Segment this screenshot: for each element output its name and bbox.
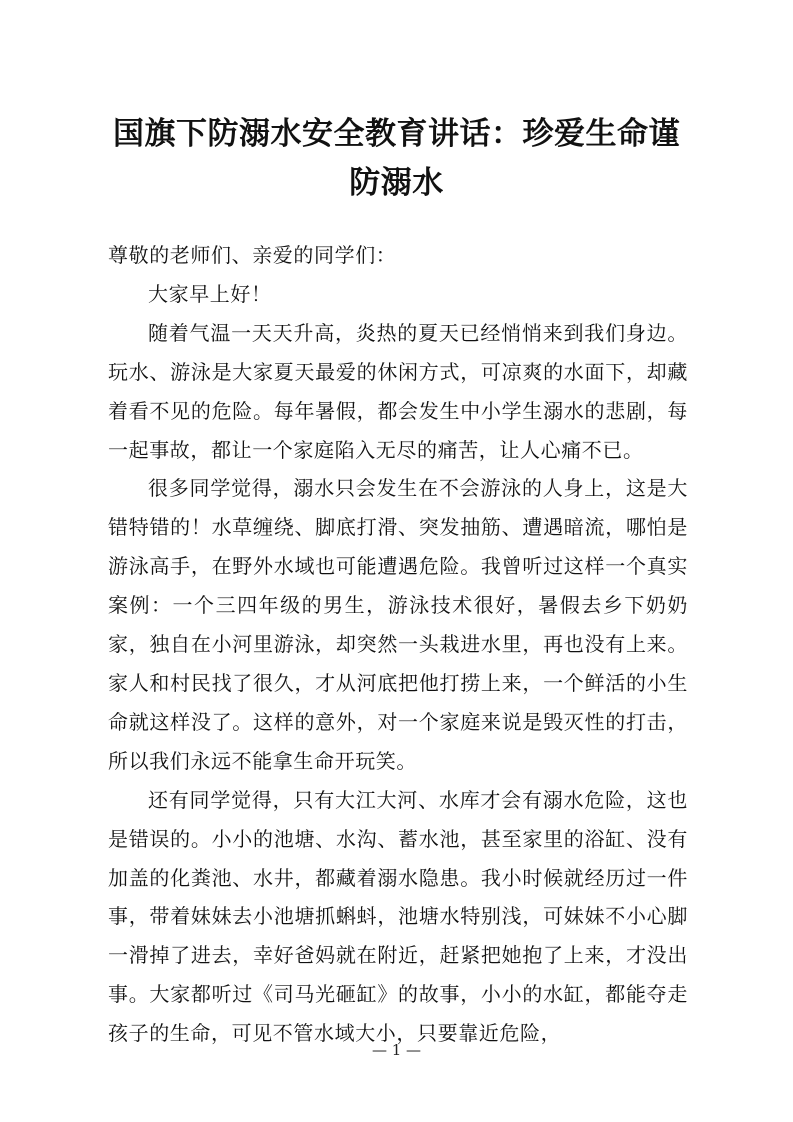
paragraph-intro: 随着气温一天天升高，炎热的夏天已经悄悄来到我们身边。玩水、游泳是大家夏天最爱的休闲方式，可凉爽的水面下，却藏着看不见的危险。每年暑假，都会发生中小学生溺水的悲剧，每一起事故，都让一个家庭陷入无尽的痛苦，让人心痛不已。 xyxy=(108,320,688,462)
paragraph-case-example: 很多同学觉得，溺水只会发生在不会游泳的人身上，这是大错特错的！水草缠绕、脚底打滑、突发抽筋、遭遇暗流，哪怕是游泳高手，在野外水域也可能遭遇危险。我曾听过这样一个真实案例：一个三四年级的男生，游泳技术很好，暑假去乡下奶奶家，独自在小河里游泳，却突然一头栽进水里，再也没有上来。家人和村民找了很久，才从河底把他打捞上来，一个鲜活的小生命就这样没了。这样的意外，对一个家庭来说是毁灭性的打击，所以我们永远不能拿生命开玩笑。 xyxy=(108,476,688,773)
page-number: — 1 — xyxy=(371,1041,422,1059)
document-title: 国旗下防溺水安全教育讲话：珍爱生命谨防溺水 xyxy=(113,116,680,201)
salutation: 尊敬的老师们、亲爱的同学们： xyxy=(108,243,397,267)
paragraph-greeting: 大家早上好！ xyxy=(148,281,272,306)
paragraph-small-waters: 还有同学觉得，只有大江大河、水库才会有溺水危险，这也是错误的。小小的池塘、水沟、蓄水池，甚至家里的浴缸、没有加盖的化粪池、水井，都藏着溺水隐患。我小时候就经历过一件事，带着妹妹去小池塘抓蝌蚪，池塘水特别浅，可妹妹不小心脚一滑掉了进去，幸好爸妈就在附近，赶紧把她抱了上来，才没出事。大家都听过《司马光砸缸》的故事，小小的水缸，都能夺走孩子的生命，可见不管水域大小，只要靠近危险， xyxy=(108,787,688,1046)
document-body xyxy=(108,236,688,1053)
